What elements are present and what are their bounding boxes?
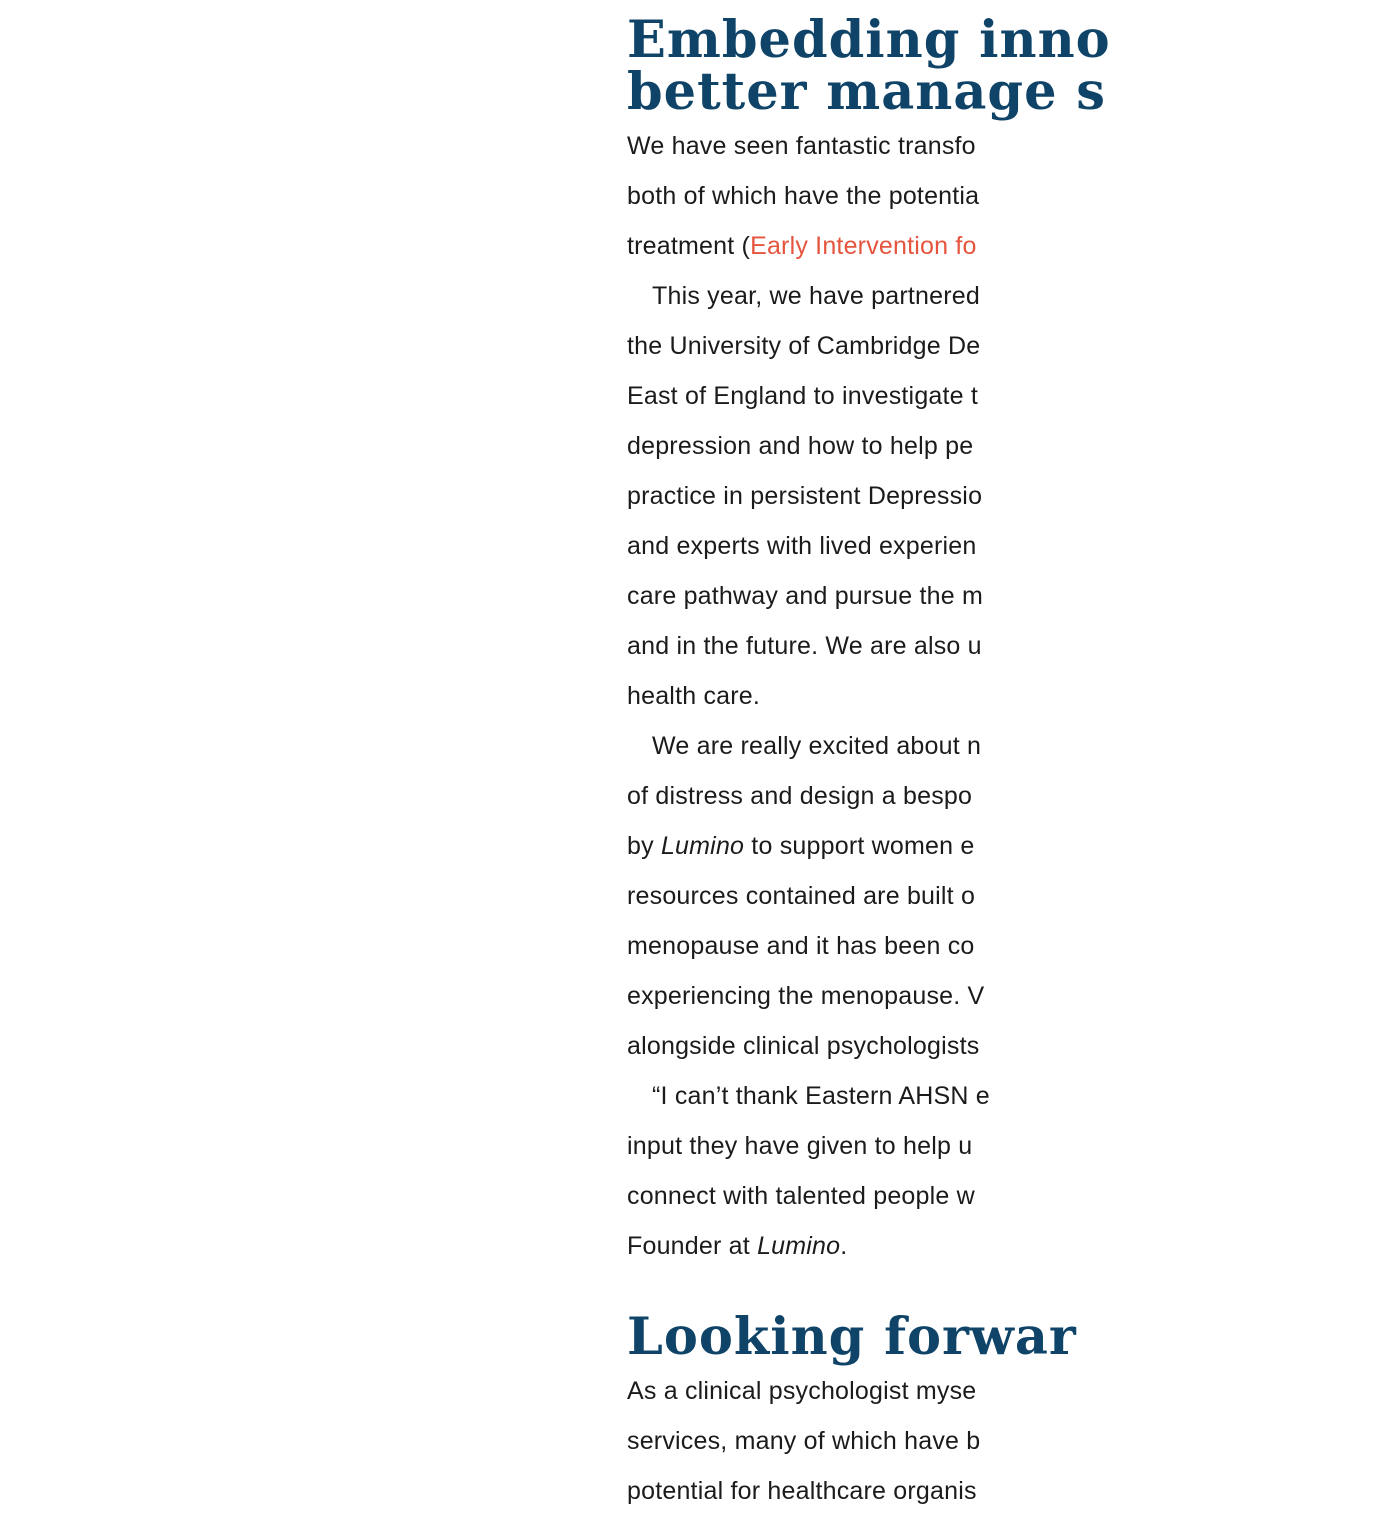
text-line: connect with talented people w (627, 1182, 975, 1210)
paragraph-quote (627, 1071, 1387, 1271)
text-line: experiencing the menopause. V (627, 982, 985, 1010)
text-line: of distress and design a bespo (627, 782, 973, 810)
section-heading-embedding-innovation (627, 10, 1387, 122)
text-line: depression and how to help pe (627, 432, 974, 460)
text-line (627, 1221, 1387, 1271)
text-line: resources contained are built o (627, 882, 976, 910)
text-line: East of England to investigate t (627, 382, 979, 410)
text-fragment: by (627, 832, 661, 860)
text-line: alongside clinical psychologists (627, 1032, 980, 1060)
text-line: care pathway and pursue the m (627, 582, 984, 610)
text-fragment: to support women e (744, 832, 975, 860)
text-line: We are really excited about n (652, 732, 982, 760)
article-column (627, 10, 1387, 1516)
text-line: health care. (627, 682, 761, 710)
text-fragment: Founder at (627, 1232, 758, 1260)
text-line: menopause and it has been co (627, 932, 975, 960)
text-fragment: . (840, 1232, 848, 1260)
text-line: We have seen fantastic transfo (627, 132, 976, 160)
lumino-name: Lumino (660, 832, 745, 860)
text-line (627, 221, 1387, 271)
heading-line: Embedding inno (627, 10, 1111, 70)
text-line: potential for healthcare organis (627, 1477, 977, 1505)
paragraph-looking-forward (627, 1366, 1387, 1516)
section-heading-looking-forward: Looking forwar (627, 1307, 1077, 1367)
text-line: input they have given to help u (627, 1132, 973, 1160)
text-line: This year, we have partnered (652, 282, 980, 310)
text-fragment: treatment ( (627, 232, 751, 260)
text-line: the University of Cambridge De (627, 332, 981, 360)
paragraph-intro (627, 121, 1387, 271)
text-line: As a clinical psychologist myse (627, 1377, 977, 1405)
text-line (627, 821, 1387, 871)
paragraph-lumino (627, 721, 1387, 1071)
lumino-name: Lumino (757, 1232, 841, 1260)
paragraph-partnership (627, 271, 1387, 721)
heading-line: better manage s (627, 62, 1107, 122)
text-line: and in the future. We are also u (627, 632, 982, 660)
text-line: “I can’t thank Eastern AHSN e (652, 1082, 990, 1110)
text-line: and experts with lived experien (627, 532, 977, 560)
text-line: practice in persistent Depressio (627, 482, 983, 510)
early-intervention-link[interactable]: Early Intervention fo (750, 232, 977, 260)
text-line: both of which have the potentia (627, 182, 980, 210)
text-line: services, many of which have b (627, 1427, 981, 1455)
